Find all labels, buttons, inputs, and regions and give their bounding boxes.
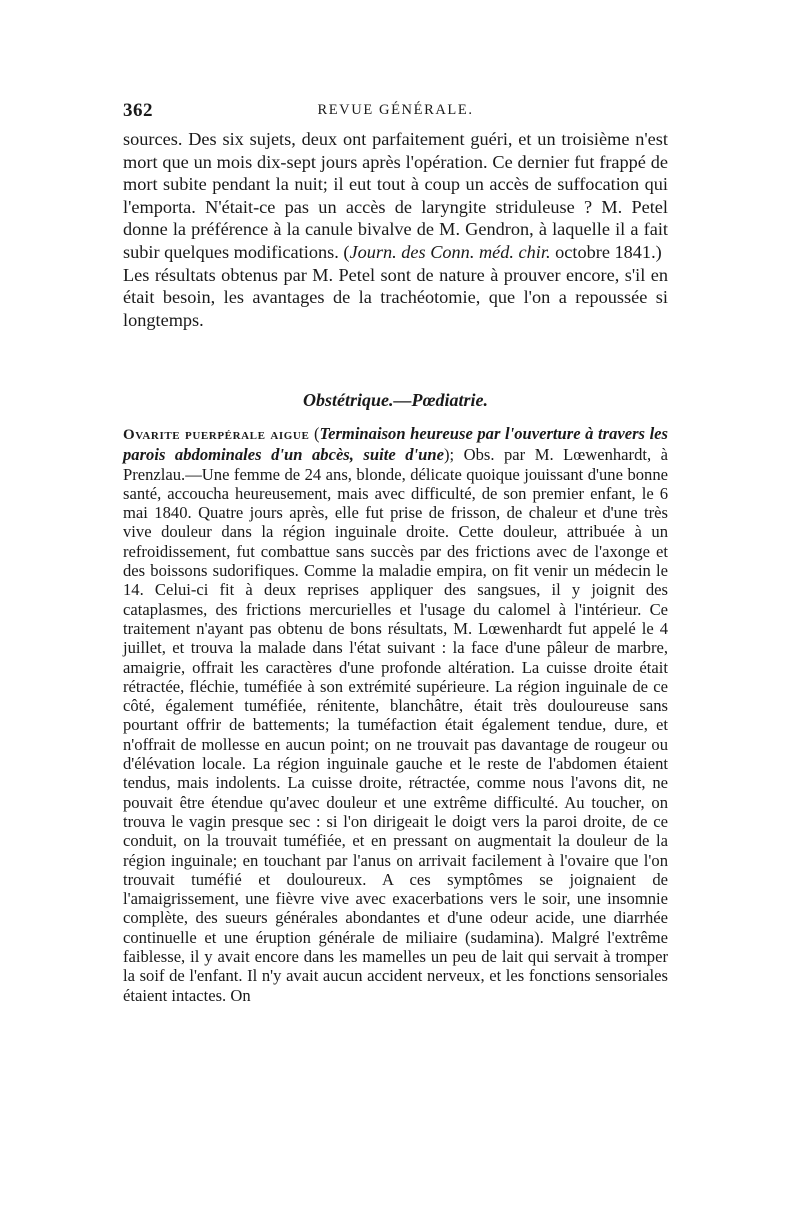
article-subtitle: Terminaison heureuse par l'ouverture à travers les parois abdominales d'un abcès, suite d'une bbox=[123, 424, 668, 465]
running-head: REVUE GÉNÉRALE. bbox=[317, 102, 474, 118]
section-title: Obstétrique.—Pœdiatrie. bbox=[303, 390, 488, 410]
citation-open: ( bbox=[343, 241, 350, 262]
article-paragraph bbox=[123, 424, 668, 1005]
paragraph-text: sources. Des six sujets, deux ont parfaitement guéri, et un troisième n'est mort que un mois dix-sept jours après l'opération. Ce dernier fut frappé de mort subite pendant la nuit; il eut tout à coup un accès de suffocation qui l'emporta. N'était-ce pas un accès de laryngite striduleuse ? M. Petel donne la préférence à la canule bivalve de M. Gendron, à laquelle il a fait subir quelques modifications. bbox=[123, 129, 668, 262]
body-text-top bbox=[123, 128, 668, 331]
citation-rest: octobre 1841.) bbox=[550, 241, 662, 262]
paragraph bbox=[123, 128, 668, 264]
paragraph bbox=[123, 264, 668, 332]
page-header bbox=[123, 100, 668, 126]
article-text: ); Obs. par M. Lœwenhardt, à Prenzlau.—Une femme de 24 ans, blonde, délicate quoique jouissant d'une bonne santé, accoucha heureusement, mais avec difficulté, de son premier enfant, le 6 mai 1840. Quatre jours après, elle fut prise de frisson, de chaleur et d'une très vive douleur dans la région inguinale droite. Cette douleur, attribuée à un refroidissement, fut combattue sans succès par des frictions avec de l'axonge et des boissons sudorifiques. Comme la maladie empira, on fit venir un médecin le 14. Celui-ci fit à deux reprises appliquer des sangsues, il y joignit des cataplasmes, des frictions mercurielles et l'usage du calomel à l'intérieur. Ce traitement n'ayant pas obtenu de bons résultats, M. Lœwenhardt fut appelé le 4 juillet, et trouva la malade dans l'état suivant : la face d'une pâleur de marbre, amaigrie, offrait les caractères d'une profonde altération. La cuisse droite était rétractée, fléchie, tuméfiée à son extrémité supérieure. La région inguinale de ce côté, également tuméfiée, rénitente, blanchâtre, était très douloureuse sans pourtant offrir de battements; la tuméfaction était également tendue, dure, et n'offrait de mollesse en aucun point; on ne trouvait pas davantage de rougeur ou d'élévation locale. La région inguinale gauche et le reste de l'abdomen étaient tendus, mais indolents. La cuisse droite, rétractée, comme nous l'avons dit, ne pouvait être étendue qu'avec douleur et une extrême difficulté. Au toucher, on trouva le vagin presque sec : si l'on dirigeait le doigt vers la paroi droite, de ce conduit, on la trouvait tuméfiée, et en pressant on augmentait la douleur de la région inguinale; en touchant par l'anus on arrivait facilement à l'ovaire que l'on trouvait tuméfié et douloureux. A ces symptômes se joignaient de l'amaigrissement, une fièvre vive avec exacerbations vers le soir, une insomnie complète, des sueurs générales abondantes et d'une odeur acide, une diarrhée continuelle et une éruption générale de miliaire (sudamina). Malgré l'extrême faiblesse, il y avait encore dans les mamelles un peu de lait qui servait à tromper la soif de l'enfant. Il n'y avait aucun accident nerveux, et les fonctions sensoriales étaient intactes. On bbox=[123, 445, 669, 1005]
article-rubric: Ovarite puerpérale aigue bbox=[123, 427, 310, 443]
page-number: 362 bbox=[123, 100, 153, 121]
rubric-paren-open: ( bbox=[309, 424, 320, 443]
citation-journal: Journ. des Conn. méd. chir. bbox=[349, 241, 551, 262]
article-body bbox=[123, 424, 668, 1005]
paragraph-text: Les résultats obtenus par M. Petel sont de nature à prouver encore, s'il en était besoin, les avantages de la trachéotomie, que l'on a repoussée si longtemps. bbox=[123, 264, 668, 330]
